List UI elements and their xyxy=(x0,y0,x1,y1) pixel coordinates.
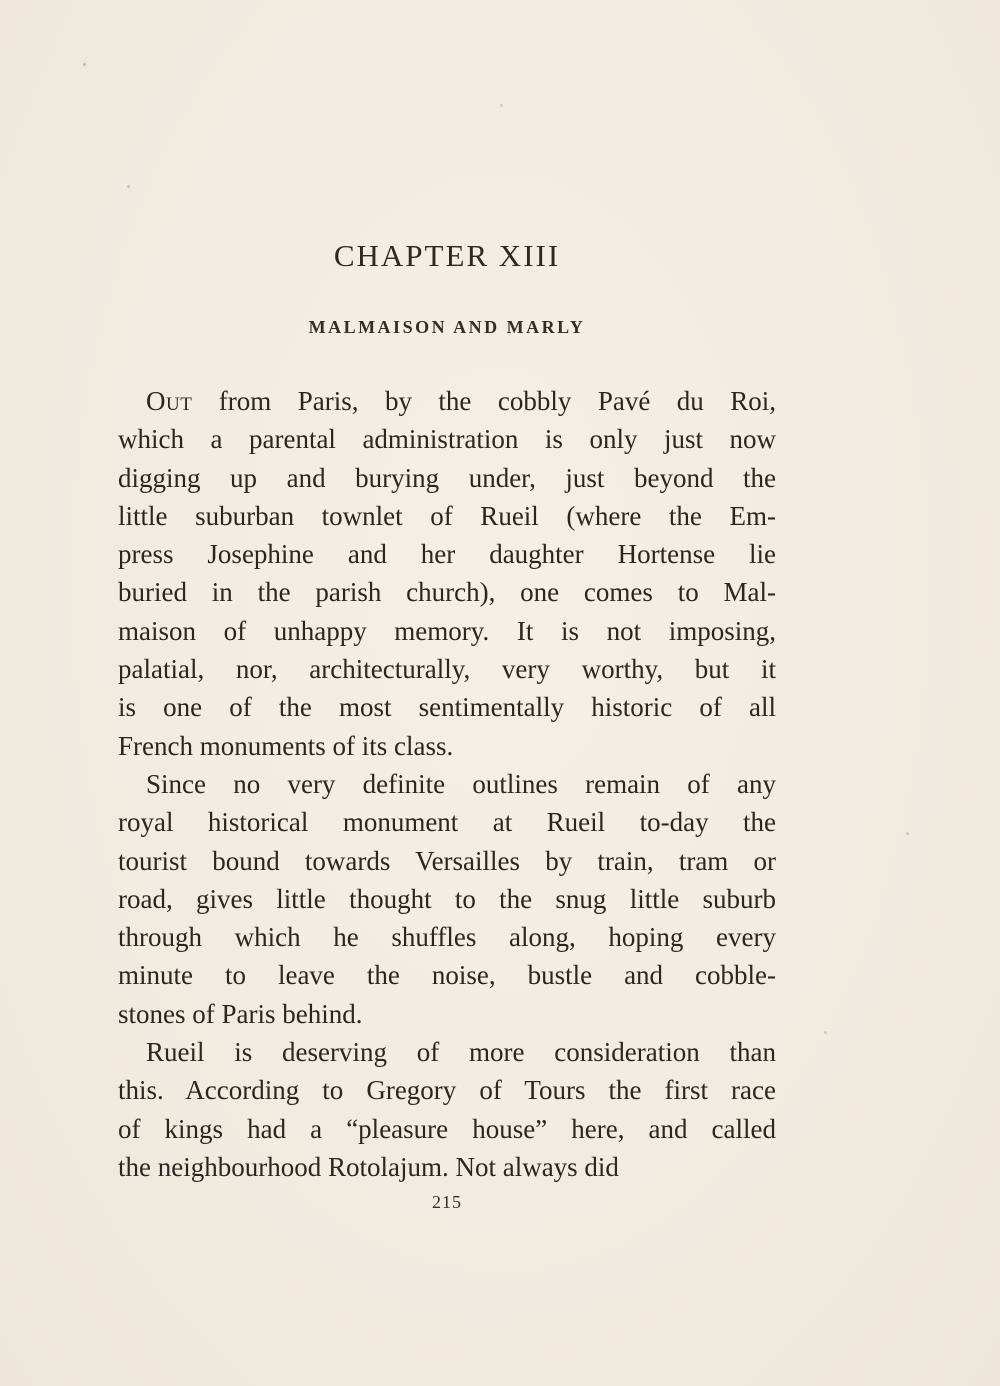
scan-speck xyxy=(500,104,503,107)
section-title: MALMAISON AND MARLY xyxy=(308,317,586,337)
text-line: digging up and burying under, just beyond the xyxy=(118,462,776,493)
chapter-title: CHAPTER XIII xyxy=(333,238,561,273)
text-line: is one of the most sentimentally historic of all xyxy=(118,692,776,723)
text-line: Out from Paris, by the cobbly Pavé du Roi, xyxy=(146,386,776,416)
text-line: buried in the parish church), one comes to Mal- xyxy=(118,577,776,608)
text-line: minute to leave the noise, bustle and cobble- xyxy=(118,960,776,991)
paragraphs xyxy=(118,382,776,1186)
paragraph xyxy=(118,765,776,1033)
page-number: 215 xyxy=(432,1192,462,1213)
text-line: road, gives little thought to the snug little suburb xyxy=(118,883,776,914)
text-line: Since no very definite outlines remain of any xyxy=(146,768,776,799)
text-line: palatial, nor, architecturally, very worthy, but it xyxy=(118,654,776,685)
text-line: tourist bound towards Versailles by train, tram or xyxy=(118,845,776,876)
text-line: Rueil is deserving of more consideration than xyxy=(146,1037,776,1068)
paragraph xyxy=(118,382,776,765)
text-line: French monuments of its class. xyxy=(118,730,454,761)
text-line: press Josephine and her daughter Hortense lie xyxy=(118,539,776,570)
scan-speck xyxy=(824,1031,827,1034)
scan-speck xyxy=(83,63,86,66)
text-line: royal historical monument at Rueil to-day the xyxy=(118,807,776,838)
text-line: of kings had a “pleasure house” here, and called xyxy=(118,1113,776,1144)
lead-smallcaps: Out xyxy=(146,386,193,416)
text-line: stones of Paris behind. xyxy=(118,998,363,1029)
text-line: maison of unhappy memory. It is not imposing, xyxy=(118,615,776,646)
paragraph xyxy=(118,1033,776,1186)
text-line: the neighbourhood Rotolajum. Not always did xyxy=(118,1151,619,1182)
scan-speck xyxy=(127,185,130,188)
text-block xyxy=(118,238,776,1213)
text-line: which a parental administration is only just now xyxy=(118,424,776,455)
scan-speck xyxy=(906,832,909,835)
text-line: this. According to Gregory of Tours the first race xyxy=(118,1075,776,1106)
text-line: through which he shuffles along, hoping every xyxy=(118,922,776,953)
text-line: little suburban townlet of Rueil (where the Em- xyxy=(118,500,776,531)
